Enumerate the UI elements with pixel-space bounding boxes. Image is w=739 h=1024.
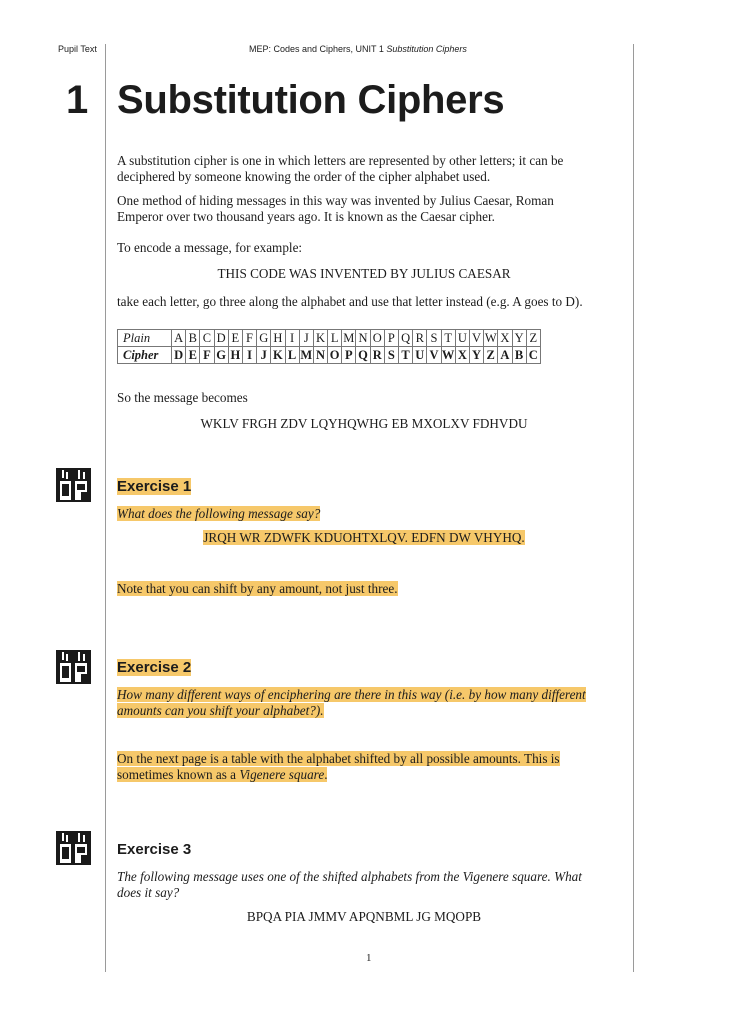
result-text: So the message becomes: [117, 390, 248, 405]
intro-paragraph-4: take each letter, go three along the alphabet and use that letter instead (e.g. A goes to D).: [117, 294, 583, 309]
intro-paragraph-2: One method of hiding messages in this way was invented by Julius Caesar, Roman Emperor over two thousand years ago. It is known as the Caesar cipher.: [117, 193, 554, 224]
plain-letter-cell: I: [285, 330, 299, 347]
cipher-letter-cell: W: [441, 348, 455, 362]
plain-letter-cell: F: [242, 330, 256, 347]
plain-letter-cell: Y: [512, 330, 526, 347]
cipher-letter-cell: H: [228, 347, 242, 364]
cipher-letter-cell: T: [399, 347, 413, 364]
exercise-1-note: Note that you can shift by any amount, not just three.: [117, 581, 398, 596]
plain-letter-cell: C: [200, 330, 214, 347]
exercise-2-note: On the next page is a table with the alphabet shifted by all possible amounts. This is sometimes known as a Vigenere square.: [117, 751, 560, 782]
exercise-3-message: BPQA PIA JMMV APQNBML JG MQOPB: [246, 909, 482, 924]
exercise-1-message: JRQH WR ZDWFK KDUOHTXLQV. EDFN DW VHYHQ.: [203, 530, 525, 545]
plain-letter-cell: R: [413, 330, 427, 347]
plain-letter-cell: O: [370, 330, 384, 347]
plain-letter-cell: P: [384, 330, 398, 347]
intro-paragraph-3: To encode a message, for example:: [117, 240, 303, 255]
cipher-letter-cell: U: [413, 347, 427, 364]
exercise-1-heading: Exercise 1: [117, 478, 192, 495]
exercise-3-heading: Exercise 3: [117, 841, 192, 858]
cipher-letter-cell: M: [300, 348, 313, 362]
cipher-letter-cell: Q: [356, 347, 370, 364]
plain-letter-cell: X: [498, 330, 512, 347]
plain-letter-cell: E: [228, 330, 242, 347]
cipher-letter-cell: S: [384, 347, 398, 364]
plain-letter-cell: G: [257, 330, 271, 347]
plain-letter-cell: K: [313, 330, 327, 347]
exercise-2-question: How many different ways of enciphering are there in this way (i.e. by how many different amounts can you shift your alphabet?).: [117, 687, 586, 718]
left-margin-rule: [105, 44, 106, 972]
cipher-letter-cell: E: [186, 347, 200, 364]
cipher-letter-cell: B: [512, 347, 526, 364]
cipher-letter-cell: G: [214, 347, 228, 364]
exercise-hand-icon: [56, 831, 91, 865]
exercise-hand-icon: [56, 650, 91, 684]
plain-letter-cell: U: [455, 330, 469, 347]
cipher-letter-cell: X: [455, 347, 469, 364]
unit-number: 1: [66, 78, 89, 122]
intro-paragraph-1: A substitution cipher is one in which letters are represented by other letters; it can be deciphered by someone knowing the order of the cipher alphabet used.: [117, 153, 564, 184]
cipher-letter-cell: Z: [484, 347, 498, 364]
right-margin-rule: [633, 44, 634, 972]
page-number: 1: [366, 952, 372, 964]
cipher-letter-cell: L: [285, 347, 299, 364]
cipher-letter-cell: V: [427, 347, 441, 364]
exercise-3-question: The following message uses one of the shifted alphabets from the Vigenere square. What does it say?: [117, 869, 582, 900]
header-pupil-text: Pupil Text: [58, 44, 97, 54]
page-title: Substitution Ciphers: [117, 78, 505, 122]
cipher-letter-cell: I: [242, 347, 256, 364]
plain-letter-cell: B: [186, 330, 200, 347]
cipher-letter-cell: C: [526, 347, 540, 364]
cipher-letter-cell: J: [257, 347, 271, 364]
plain-letter-cell: H: [271, 330, 285, 347]
plain-label: Plain: [118, 330, 172, 347]
example-message: THIS CODE WAS INVENTED BY JULIUS CAESAR: [217, 266, 511, 281]
plain-letter-cell: Q: [399, 330, 413, 347]
plain-row: [118, 330, 541, 347]
cipher-letter-cell: Y: [469, 347, 483, 364]
encoded-message: WKLV FRGH ZDV LQYHQWHG EB MXOLXV FDHVDU: [200, 416, 528, 431]
plain-letter-cell: M: [343, 331, 355, 345]
plain-letter-cell: T: [441, 330, 455, 347]
cipher-letter-cell: D: [172, 347, 186, 364]
header-title: MEP: Codes and Ciphers, UNIT 1 Substitution Ciphers: [249, 44, 467, 54]
plain-letter-cell: D: [214, 330, 228, 347]
plain-letter-cell: V: [469, 330, 483, 347]
cipher-letter-cell: A: [498, 347, 512, 364]
cipher-row: [118, 347, 541, 364]
exercise-hand-icon: [56, 468, 91, 502]
plain-letter-cell: Z: [526, 330, 540, 347]
cipher-label: Cipher: [118, 347, 172, 364]
cipher-table: [117, 329, 541, 364]
plain-letter-cell: S: [427, 330, 441, 347]
plain-letter-cell: L: [328, 330, 342, 347]
exercise-2-heading: Exercise 2: [117, 659, 192, 676]
cipher-letter-cell: N: [313, 347, 327, 364]
exercise-1-question: What does the following message say?: [117, 506, 321, 521]
cipher-letter-cell: R: [370, 347, 384, 364]
cipher-letter-cell: F: [200, 347, 214, 364]
plain-letter-cell: J: [299, 330, 313, 347]
cipher-letter-cell: O: [328, 347, 342, 364]
plain-letter-cell: N: [356, 330, 370, 347]
cipher-table-wrapper: [117, 329, 541, 364]
cipher-letter-cell: K: [271, 347, 285, 364]
plain-letter-cell: A: [172, 330, 186, 347]
cipher-letter-cell: P: [342, 347, 356, 364]
plain-letter-cell: W: [484, 331, 497, 345]
